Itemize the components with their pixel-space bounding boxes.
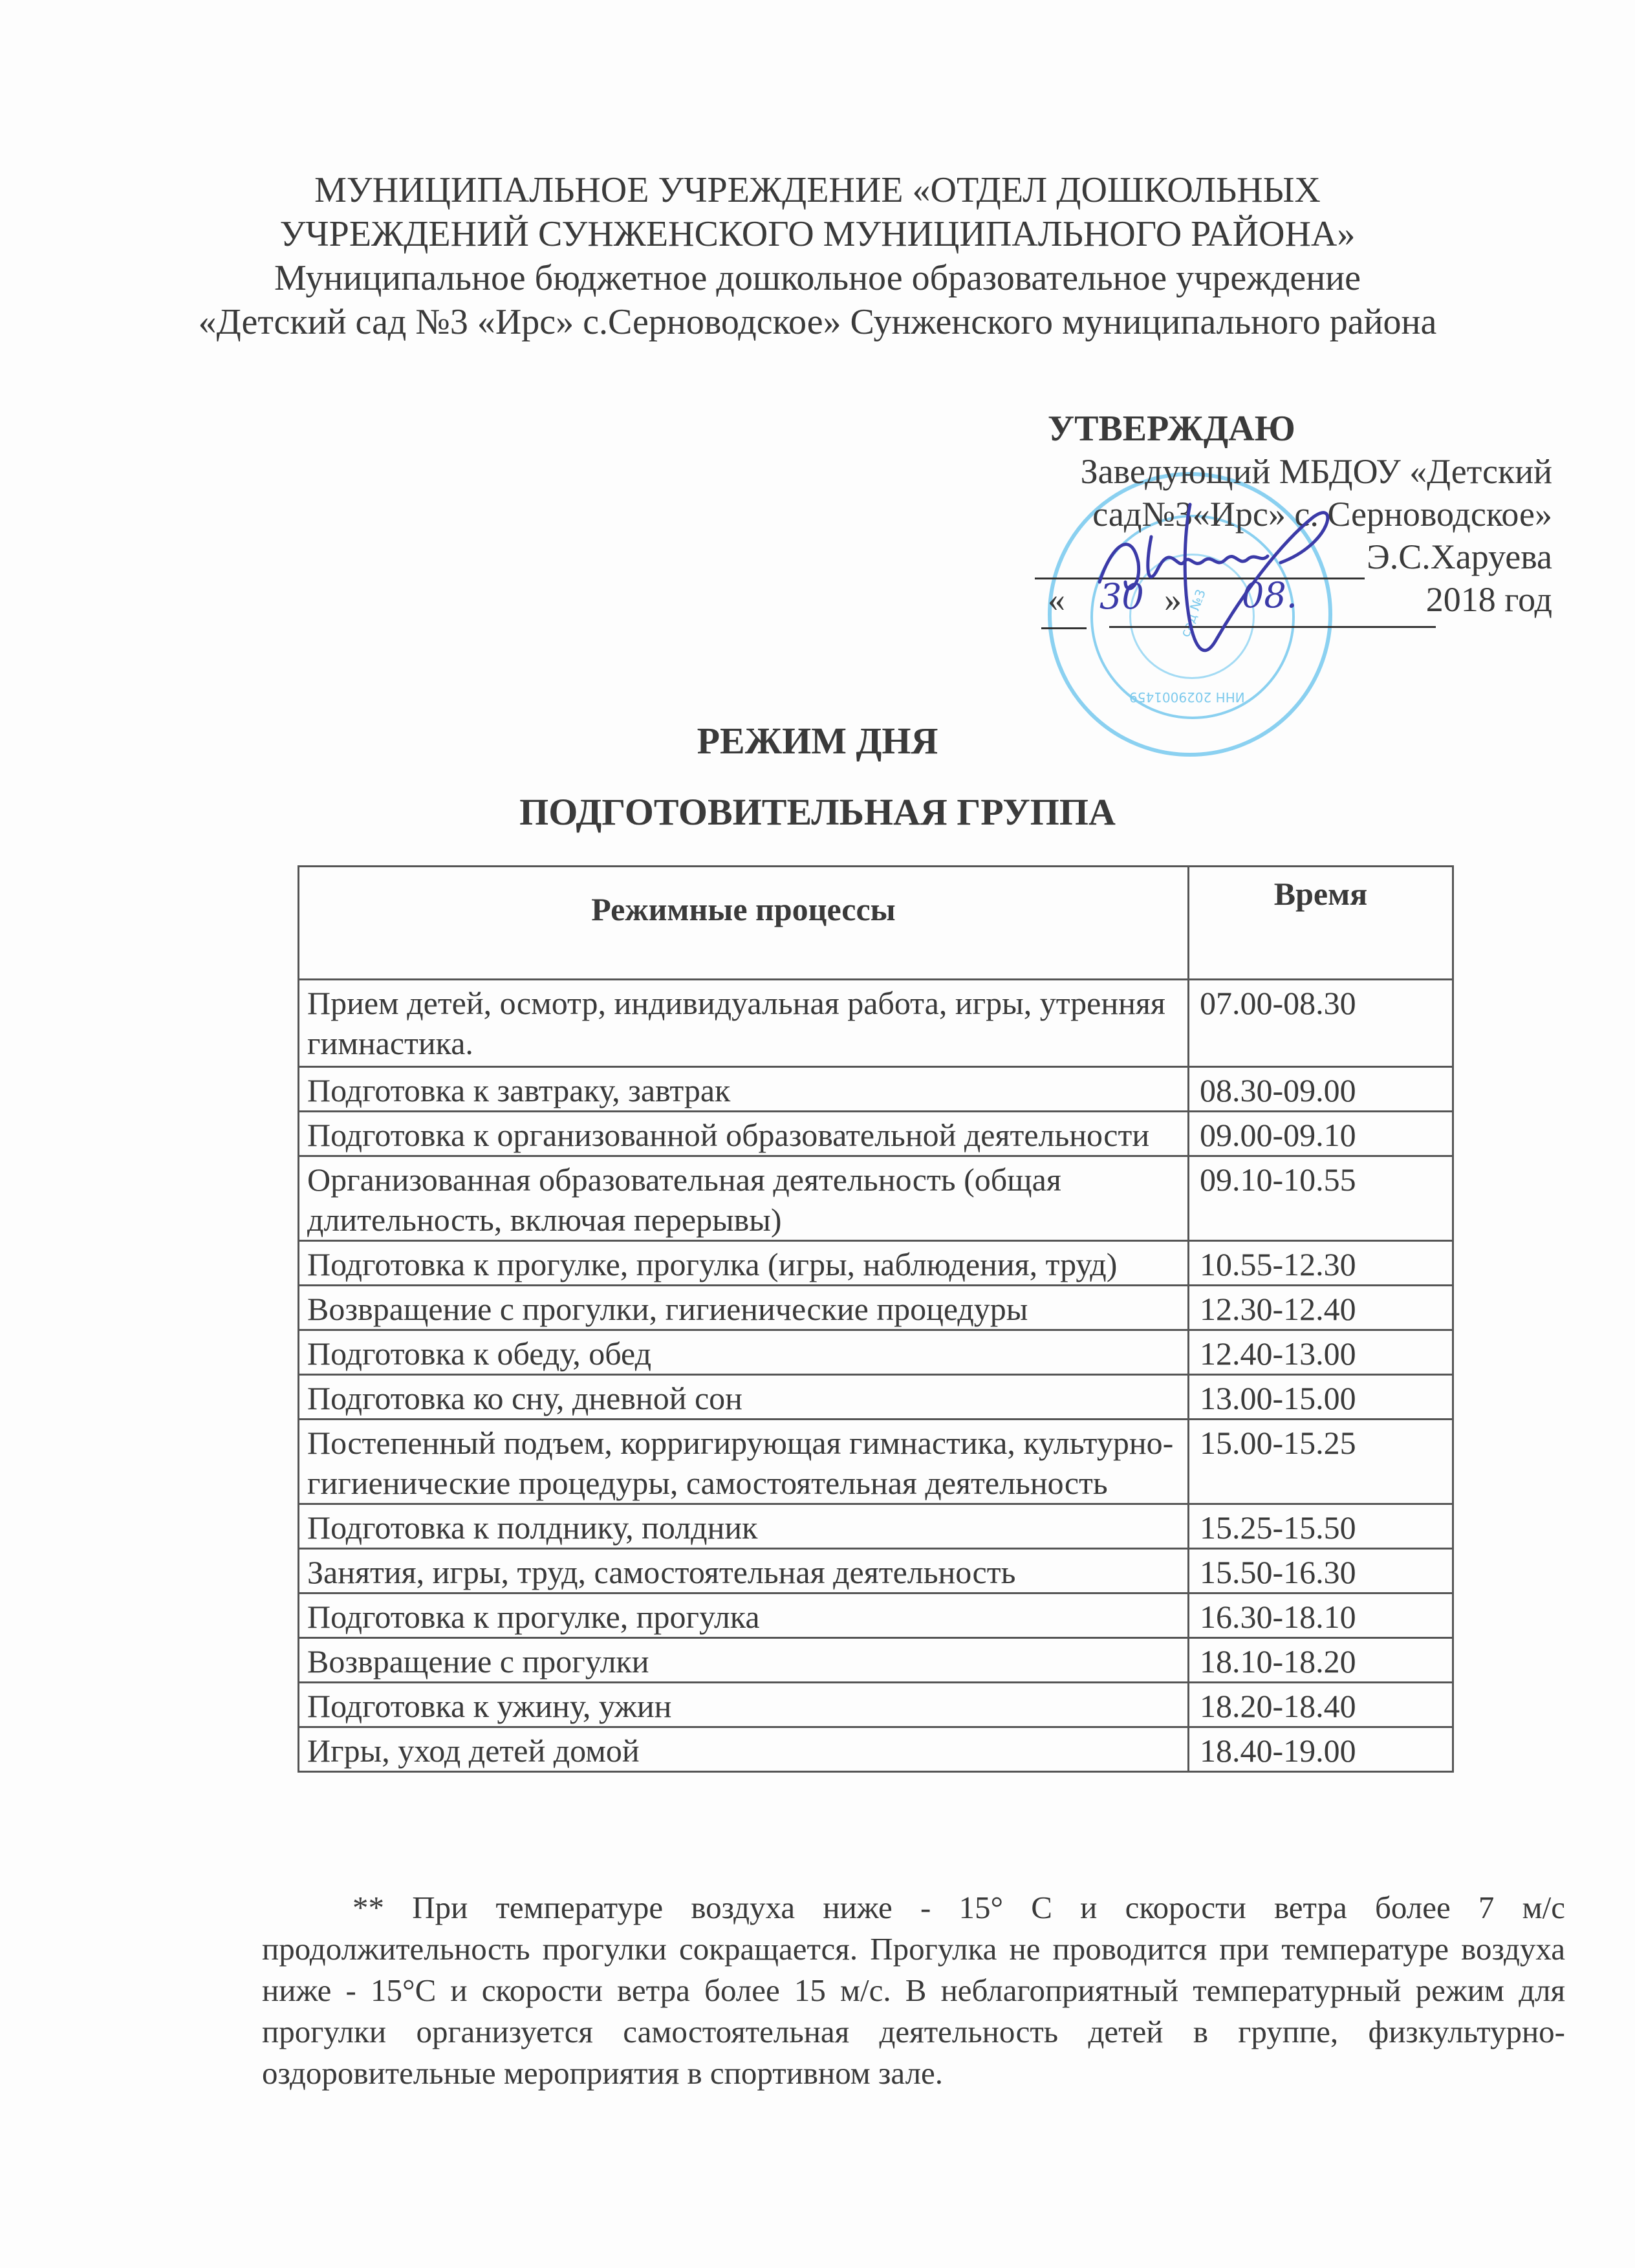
table-row [299, 1593, 1453, 1638]
process-cell: Организованная образовательная деятельность (общая длительность, включая перерывы) [299, 1156, 1189, 1241]
table-row [299, 1330, 1453, 1375]
table-row [299, 980, 1453, 1067]
date-day-handwritten: 30 [1099, 576, 1144, 617]
table-row [299, 1504, 1453, 1549]
table-row [299, 1727, 1453, 1772]
date-month-handwritten: 08. [1242, 575, 1297, 616]
table-row [299, 1638, 1453, 1683]
column-header-process: Режимные процессы [299, 867, 1189, 980]
process-cell: Подготовка к организованной образовательной деятельности [299, 1112, 1189, 1156]
time-cell: 12.30-12.40 [1189, 1286, 1453, 1330]
table-row [299, 1067, 1453, 1112]
table-header-row [299, 867, 1453, 980]
time-cell: 12.40-13.00 [1189, 1330, 1453, 1375]
signature-icon [1087, 491, 1358, 660]
weather-footnote: ** При температуре воздуха ниже - 15° С и скорости ветра более 7 м/с продолжительность прогулки сокращается. Прогулка не проводится при температуре воздуха ниже - 15°С и скорости ветра более 15 м/с. В неблагоприятный температурный режим для прогулки организуется самостоятельная деятельность детей в группе, физкультурно-оздоровительные мероприятия в спортивном зале. [262, 1890, 1565, 2091]
date-open-quote: « [1048, 580, 1065, 619]
time-cell: 15.50-16.30 [1189, 1549, 1453, 1593]
process-cell: Подготовка к полднику, полдник [299, 1504, 1189, 1549]
approval-title: УТВЕРЖДАЮ [1048, 409, 1295, 449]
process-cell: Постепенный подъем, корригирующая гимнастика, культурно-гигиенические процедуры, самостоятельная деятельность [299, 1420, 1189, 1504]
table-row [299, 1156, 1453, 1241]
process-cell: Прием детей, осмотр, индивидуальная работа, игры, утренняя гимнастика. [299, 980, 1189, 1067]
table-row [299, 1112, 1453, 1156]
approval-position-line-1: Заведующий МБДОУ «Детский [1080, 452, 1552, 491]
time-cell: 18.20-18.40 [1189, 1683, 1453, 1727]
document-title: РЕЖИМ ДНЯ [697, 720, 938, 762]
group-subtitle: ПОДГОТОВИТЕЛЬНАЯ ГРУППА [519, 791, 1116, 833]
process-cell: Подготовка к обеду, обед [299, 1330, 1189, 1375]
date-close-quote: » [1164, 580, 1182, 619]
time-cell: 15.25-15.50 [1189, 1504, 1453, 1549]
table-row [299, 1420, 1453, 1504]
process-cell: Занятия, игры, труд, самостоятельная деятельность [299, 1549, 1189, 1593]
table-row [299, 1241, 1453, 1286]
time-cell: 08.30-09.00 [1189, 1067, 1453, 1112]
time-cell: 18.10-18.20 [1189, 1638, 1453, 1683]
process-cell: Подготовка к ужину, ужин [299, 1683, 1189, 1727]
date-day-underline [1041, 627, 1087, 629]
process-cell: Подготовка к прогулке, прогулка (игры, наблюдения, труд) [299, 1241, 1189, 1286]
time-cell: 09.10-10.55 [1189, 1156, 1453, 1241]
table-row [299, 1375, 1453, 1420]
process-cell: Игры, уход детей домой [299, 1727, 1189, 1772]
time-cell: 13.00-15.00 [1189, 1375, 1453, 1420]
time-cell: 18.40-19.00 [1189, 1727, 1453, 1772]
time-cell: 07.00-08.30 [1189, 980, 1453, 1067]
process-cell: Возвращение с прогулки [299, 1638, 1189, 1683]
time-cell: 15.00-15.25 [1189, 1420, 1453, 1504]
table-row [299, 1683, 1453, 1727]
schedule-table [298, 865, 1454, 1773]
process-cell: Возвращение с прогулки, гигиенические процедуры [299, 1286, 1189, 1330]
table-row [299, 1286, 1453, 1330]
time-cell: 09.00-09.10 [1189, 1112, 1453, 1156]
stamp-inn-text: ИНН 2029001459 [1129, 689, 1245, 705]
institution-line-1: Муниципальное бюджетное дошкольное образовательное учреждение [274, 258, 1361, 298]
stamp-center-text: сад №3 [1177, 587, 1209, 640]
approval-position-line-2: сад№3«Ирс» с. Серноводское» [1092, 495, 1552, 534]
column-header-time: Время [1189, 867, 1453, 980]
process-cell: Подготовка к прогулке, прогулка [299, 1593, 1189, 1638]
process-cell: Подготовка ко сну, дневной сон [299, 1375, 1189, 1420]
approver-name: Э.С.Харуева [1367, 537, 1552, 576]
institution-line-2: «Детский сад №3 «Ирс» с.Серноводское» Сунженского муниципального района [198, 302, 1437, 342]
org-name-line-2: УЧРЕЖДЕНИЙ СУНЖЕНСКОГО МУНИЦИПАЛЬНОГО РАЙОНА» [279, 214, 1356, 254]
org-name-line-1: МУНИЦИПАЛЬНОЕ УЧРЕЖДЕНИЕ «ОТДЕЛ ДОШКОЛЬНЫХ [314, 170, 1321, 210]
table-row [299, 1549, 1453, 1593]
process-cell: Подготовка к завтраку, завтрак [299, 1067, 1189, 1112]
time-cell: 10.55-12.30 [1189, 1241, 1453, 1286]
date-year: 2018 год [1425, 580, 1552, 619]
time-cell: 16.30-18.10 [1189, 1593, 1453, 1638]
